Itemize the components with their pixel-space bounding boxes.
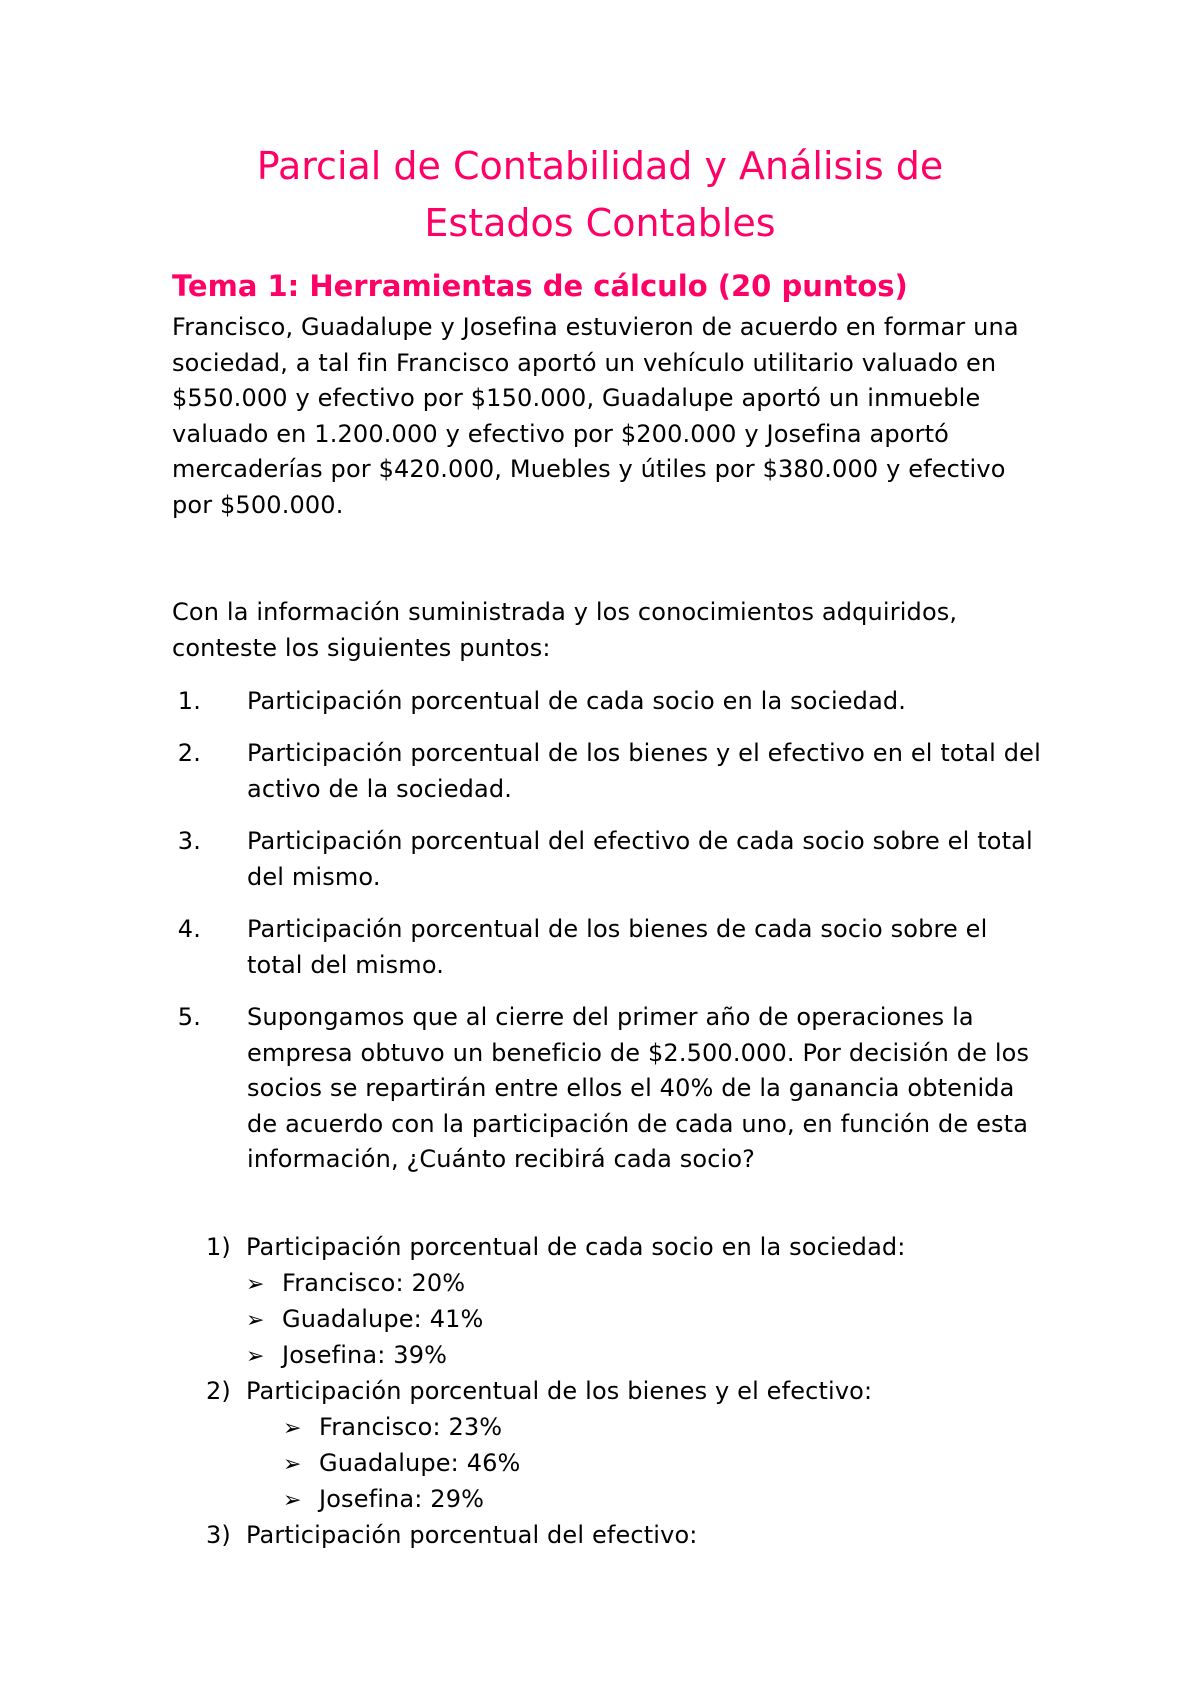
answer-bullet <box>283 1410 502 1447</box>
arrowhead-bullet-icon: ➢ <box>283 1416 302 1441</box>
question-number: 4. <box>177 915 201 943</box>
question-text: Participación porcentual de los bienes de cada socio sobre el total del mismo. <box>247 915 988 979</box>
intro-paragraph: Francisco, Guadalupe y Josefina estuvieron de acuerdo en formar una sociedad, a tal fin Francisco aportó un vehículo utilitario valuado en $550.000 y efectivo por $150.000, Guadalupe aportó un inmueble valuado en 1.200.000 y efectivo por $200.000 y Josefina aportó mercaderías por $420.000, Muebles y útiles por $380.000 y efectivo por $500.000. <box>172 313 1019 519</box>
question-item <box>177 824 1050 895</box>
answer-bullet <box>246 1266 465 1303</box>
title-line-1: Parcial de Contabilidad y Análisis de <box>256 144 944 188</box>
arrowhead-bullet-icon: ➢ <box>283 1452 302 1477</box>
answer-bullet <box>246 1302 484 1339</box>
answer-bullet-text: Josefina: 29% <box>319 1485 485 1513</box>
question-number: 3. <box>177 827 201 855</box>
document-title <box>120 138 1080 252</box>
answer-heading-text: Participación porcentual del efectivo: <box>246 1521 698 1549</box>
answer-bullet-text: Josefina: 39% <box>282 1341 448 1369</box>
question-item <box>177 1000 1050 1178</box>
arrowhead-bullet-icon: ➢ <box>283 1488 302 1513</box>
section-heading: Tema 1: Herramientas de cálculo (20 puntos) <box>172 269 908 303</box>
question-text: Participación porcentual de los bienes y el efectivo en el total del activo de la sociedad. <box>247 739 1041 803</box>
arrowhead-bullet-icon: ➢ <box>246 1344 265 1369</box>
answer-bullet-text: Francisco: 20% <box>282 1269 466 1297</box>
answer-bullet <box>283 1446 521 1483</box>
answer-heading-text: Participación porcentual de cada socio en la sociedad: <box>246 1233 906 1261</box>
question-number: 5. <box>177 1003 201 1031</box>
answer-bullet-text: Francisco: 23% <box>319 1413 503 1441</box>
instructions-paragraph: Con la información suministrada y los conocimientos adquiridos, conteste los siguientes puntos: <box>172 598 958 662</box>
answer-bullet <box>246 1338 447 1375</box>
answer-heading <box>206 1374 872 1410</box>
question-item <box>177 736 1050 807</box>
question-item <box>177 912 1050 983</box>
title-line-2: Estados Contables <box>424 201 776 245</box>
answer-bullet <box>283 1482 484 1519</box>
answer-bullet-text: Guadalupe: 41% <box>282 1305 484 1333</box>
question-text: Participación porcentual del efectivo de cada socio sobre el total del mismo. <box>247 827 1033 891</box>
question-item <box>177 684 1050 720</box>
arrowhead-bullet-icon: ➢ <box>246 1272 265 1297</box>
question-number: 2. <box>177 739 201 767</box>
answer-heading <box>206 1230 906 1266</box>
question-text: Supongamos que al cierre del primer año de operaciones la empresa obtuvo un beneficio de $2.500.000. Por decisión de los socios se repartirán entre ellos el 40% de la ganancia obtenida de acuerdo con la participación de cada uno, en función de esta información, ¿Cuánto recibirá cada socio? <box>247 1003 1030 1174</box>
question-number: 1. <box>177 687 201 715</box>
answer-bullet-text: Guadalupe: 46% <box>319 1449 521 1477</box>
answer-number: 2) <box>206 1377 231 1405</box>
answer-number: 1) <box>206 1233 231 1261</box>
answer-heading-text: Participación porcentual de los bienes y el efectivo: <box>246 1377 873 1405</box>
answer-number: 3) <box>206 1521 231 1549</box>
arrowhead-bullet-icon: ➢ <box>246 1308 265 1333</box>
answer-heading <box>206 1518 698 1554</box>
question-text: Participación porcentual de cada socio en la sociedad. <box>247 687 907 715</box>
